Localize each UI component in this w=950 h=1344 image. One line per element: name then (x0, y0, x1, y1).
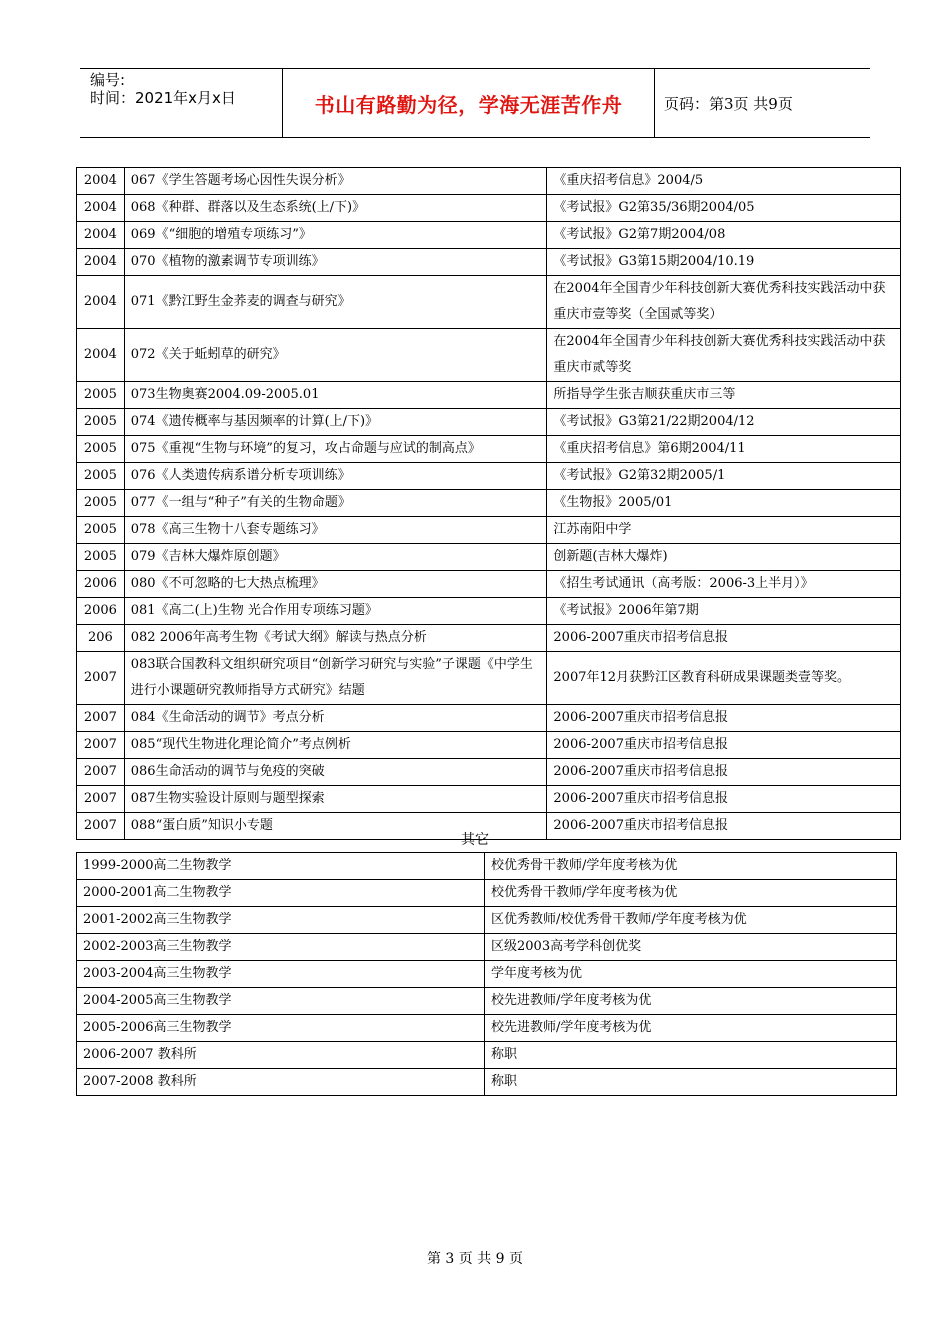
table-row (77, 853, 897, 880)
title-cell: 067《学生答题考场心因性失误分析》 (124, 168, 547, 195)
title-cell: 085“现代生物进化理论简介”考点例析 (124, 732, 547, 759)
table-row (77, 1015, 897, 1042)
table-row (77, 934, 897, 961)
period-cell: 2002-2003高三生物教学 (77, 934, 485, 961)
title-cell: 078《高三生物十八套专题练习》 (124, 517, 547, 544)
year-cell: 2004 (77, 168, 125, 195)
source-cell: 《考试报》G3第15期2004/10.19 (547, 249, 901, 276)
table-row (77, 517, 901, 544)
source-cell: 2007年12月获黔江区教育科研成果课题类壹等奖。 (547, 652, 901, 705)
period-cell: 2006-2007 教科所 (77, 1042, 485, 1069)
source-cell: 《招生考试通讯（高考版：2006-3上半月）》 (547, 571, 901, 598)
table-row (77, 463, 901, 490)
year-cell: 2004 (77, 222, 125, 249)
title-cell: 068《种群、群落以及生态系统(上/下)》 (124, 195, 547, 222)
year-cell: 2005 (77, 490, 125, 517)
period-cell: 2004-2005高三生物教学 (77, 988, 485, 1015)
source-cell: 《考试报》G2第32期2005/1 (547, 463, 901, 490)
table-row (77, 759, 901, 786)
year-cell: 2006 (77, 598, 125, 625)
title-cell: 069《“细胞的增殖专项练习”》 (124, 222, 547, 249)
year-cell: 2005 (77, 517, 125, 544)
result-cell: 称职 (485, 1042, 897, 1069)
title-cell: 083联合国教科文组织研究项目“创新学习研究与实验”子课题《中学生进行小课题研究教师指导方式研究》结题 (124, 652, 547, 705)
source-cell: 2006-2007重庆市招考信息报 (547, 786, 901, 813)
period-cell: 2005-2006高三生物教学 (77, 1015, 485, 1042)
period-cell: 2000-2001高二生物教学 (77, 880, 485, 907)
header-page-label: 页码：第3页 共9页 (664, 94, 793, 113)
header-meta (80, 69, 283, 137)
table-row (77, 222, 901, 249)
period-cell: 2003-2004高三生物教学 (77, 961, 485, 988)
table-row (77, 544, 901, 571)
title-cell: 087生物实验设计原则与题型探索 (124, 786, 547, 813)
title-cell: 075《重视“生物与环境”的复习，攻占命题与应试的制高点》 (124, 436, 547, 463)
serial-label: 编号: (90, 71, 126, 89)
year-cell: 206 (77, 625, 125, 652)
title-cell: 080《不可忽略的七大热点梳理》 (124, 571, 547, 598)
title-cell: 076《人类遗传病系谱分析专项训练》 (124, 463, 547, 490)
table-row (77, 168, 901, 195)
source-cell: 《生物报》2005/01 (547, 490, 901, 517)
source-cell: 在2004年全国青少年科技创新大赛优秀科技实践活动中获重庆市贰等奖 (547, 329, 901, 382)
year-cell: 2004 (77, 195, 125, 222)
year-cell: 2006 (77, 571, 125, 598)
publications-table (76, 167, 901, 840)
table-row (77, 409, 901, 436)
table-row (77, 571, 901, 598)
source-cell: 2006-2007重庆市招考信息报 (547, 705, 901, 732)
result-cell: 校先进教师/学年度考核为优 (485, 988, 897, 1015)
source-cell: 2006-2007重庆市招考信息报 (547, 625, 901, 652)
table-row (77, 961, 897, 988)
table-row (77, 382, 901, 409)
year-cell: 2005 (77, 436, 125, 463)
table-row (77, 652, 901, 705)
result-cell: 区优秀教师/校优秀骨干教师/学年度考核为优 (485, 907, 897, 934)
table-row (77, 880, 897, 907)
year-cell: 2004 (77, 249, 125, 276)
source-cell: 所指导学生张吉顺获重庆市三等 (547, 382, 901, 409)
evaluations-table (76, 852, 897, 1096)
source-cell: 在2004年全国青少年科技创新大赛优秀科技实践活动中获重庆市壹等奖（全国贰等奖） (547, 276, 901, 329)
table-row (77, 705, 901, 732)
title-cell: 082 2006年高考生物《考试大纲》解读与热点分析 (124, 625, 547, 652)
source-cell: 江苏南阳中学 (547, 517, 901, 544)
year-cell: 2004 (77, 276, 125, 329)
year-cell: 2007 (77, 813, 125, 840)
title-cell: 088“蛋白质”知识小专题 (124, 813, 547, 840)
result-cell: 校优秀骨干教师/学年度考核为优 (485, 880, 897, 907)
title-cell: 072《关于蚯蚓草的研究》 (124, 329, 547, 382)
time-label: 时间：2021年x月x日 (90, 89, 236, 107)
year-cell: 2007 (77, 786, 125, 813)
result-cell: 校先进教师/学年度考核为优 (485, 1015, 897, 1042)
source-cell: 《重庆招考信息》第6期2004/11 (547, 436, 901, 463)
table-row (77, 988, 897, 1015)
year-cell: 2007 (77, 759, 125, 786)
source-cell: 《重庆招考信息》2004/5 (547, 168, 901, 195)
year-cell: 2007 (77, 705, 125, 732)
table-row (77, 490, 901, 517)
period-cell: 1999-2000高二生物教学 (77, 853, 485, 880)
table-row (77, 907, 897, 934)
result-cell: 区级2003高考学科创优奖 (485, 934, 897, 961)
year-cell: 2004 (77, 329, 125, 382)
source-cell: 《考试报》2006年第7期 (547, 598, 901, 625)
title-cell: 084《生命活动的调节》考点分析 (124, 705, 547, 732)
source-cell: 2006-2007重庆市招考信息报 (547, 759, 901, 786)
result-cell: 称职 (485, 1069, 897, 1096)
source-cell: 《考试报》G3第21/22期2004/12 (547, 409, 901, 436)
title-cell: 074《遗传概率与基因频率的计算(上/下)》 (124, 409, 547, 436)
year-cell: 2005 (77, 382, 125, 409)
year-cell: 2007 (77, 652, 125, 705)
period-cell: 2007-2008 教科所 (77, 1069, 485, 1096)
source-cell: 2006-2007重庆市招考信息报 (547, 813, 901, 840)
table-row (77, 598, 901, 625)
period-cell: 2001-2002高三生物教学 (77, 907, 485, 934)
table-row (77, 786, 901, 813)
table-row (77, 276, 901, 329)
table-row (77, 436, 901, 463)
table-row (77, 1069, 897, 1096)
source-cell: 2006-2007重庆市招考信息报 (547, 732, 901, 759)
year-cell: 2005 (77, 463, 125, 490)
table-row (77, 195, 901, 222)
result-cell: 校优秀骨干教师/学年度考核为优 (485, 853, 897, 880)
table-row (77, 1042, 897, 1069)
result-cell: 学年度考核为优 (485, 961, 897, 988)
source-cell: 创新题(吉林大爆炸) (547, 544, 901, 571)
source-cell: 《考试报》G2第35/36期2004/05 (547, 195, 901, 222)
title-cell: 070《植物的激素调节专项训练》 (124, 249, 547, 276)
title-cell: 081《高二(上)生物 光合作用专项练习题》 (124, 598, 547, 625)
title-cell: 071《黔江野生金荞麦的调查与研究》 (124, 276, 547, 329)
year-cell: 2007 (77, 732, 125, 759)
other-heading: 其它 (461, 832, 489, 848)
year-cell: 2005 (77, 544, 125, 571)
year-cell: 2005 (77, 409, 125, 436)
table-row (77, 329, 901, 382)
table-row (77, 732, 901, 759)
title-cell: 086生命活动的调节与免疫的突破 (124, 759, 547, 786)
header-motto: 书山有路勤为径，学海无涯苦作舟 (283, 69, 655, 137)
page-footer: 第 3 页 共 9 页 (426, 1251, 524, 1267)
table-row (77, 625, 901, 652)
page-header (80, 68, 870, 138)
source-cell: 《考试报》G2第7期2004/08 (547, 222, 901, 249)
title-cell: 079《吉林大爆炸原创题》 (124, 544, 547, 571)
title-cell: 073生物奥赛2004.09-2005.01 (124, 382, 547, 409)
title-cell: 077《一组与“种子”有关的生物命题》 (124, 490, 547, 517)
table-row (77, 249, 901, 276)
